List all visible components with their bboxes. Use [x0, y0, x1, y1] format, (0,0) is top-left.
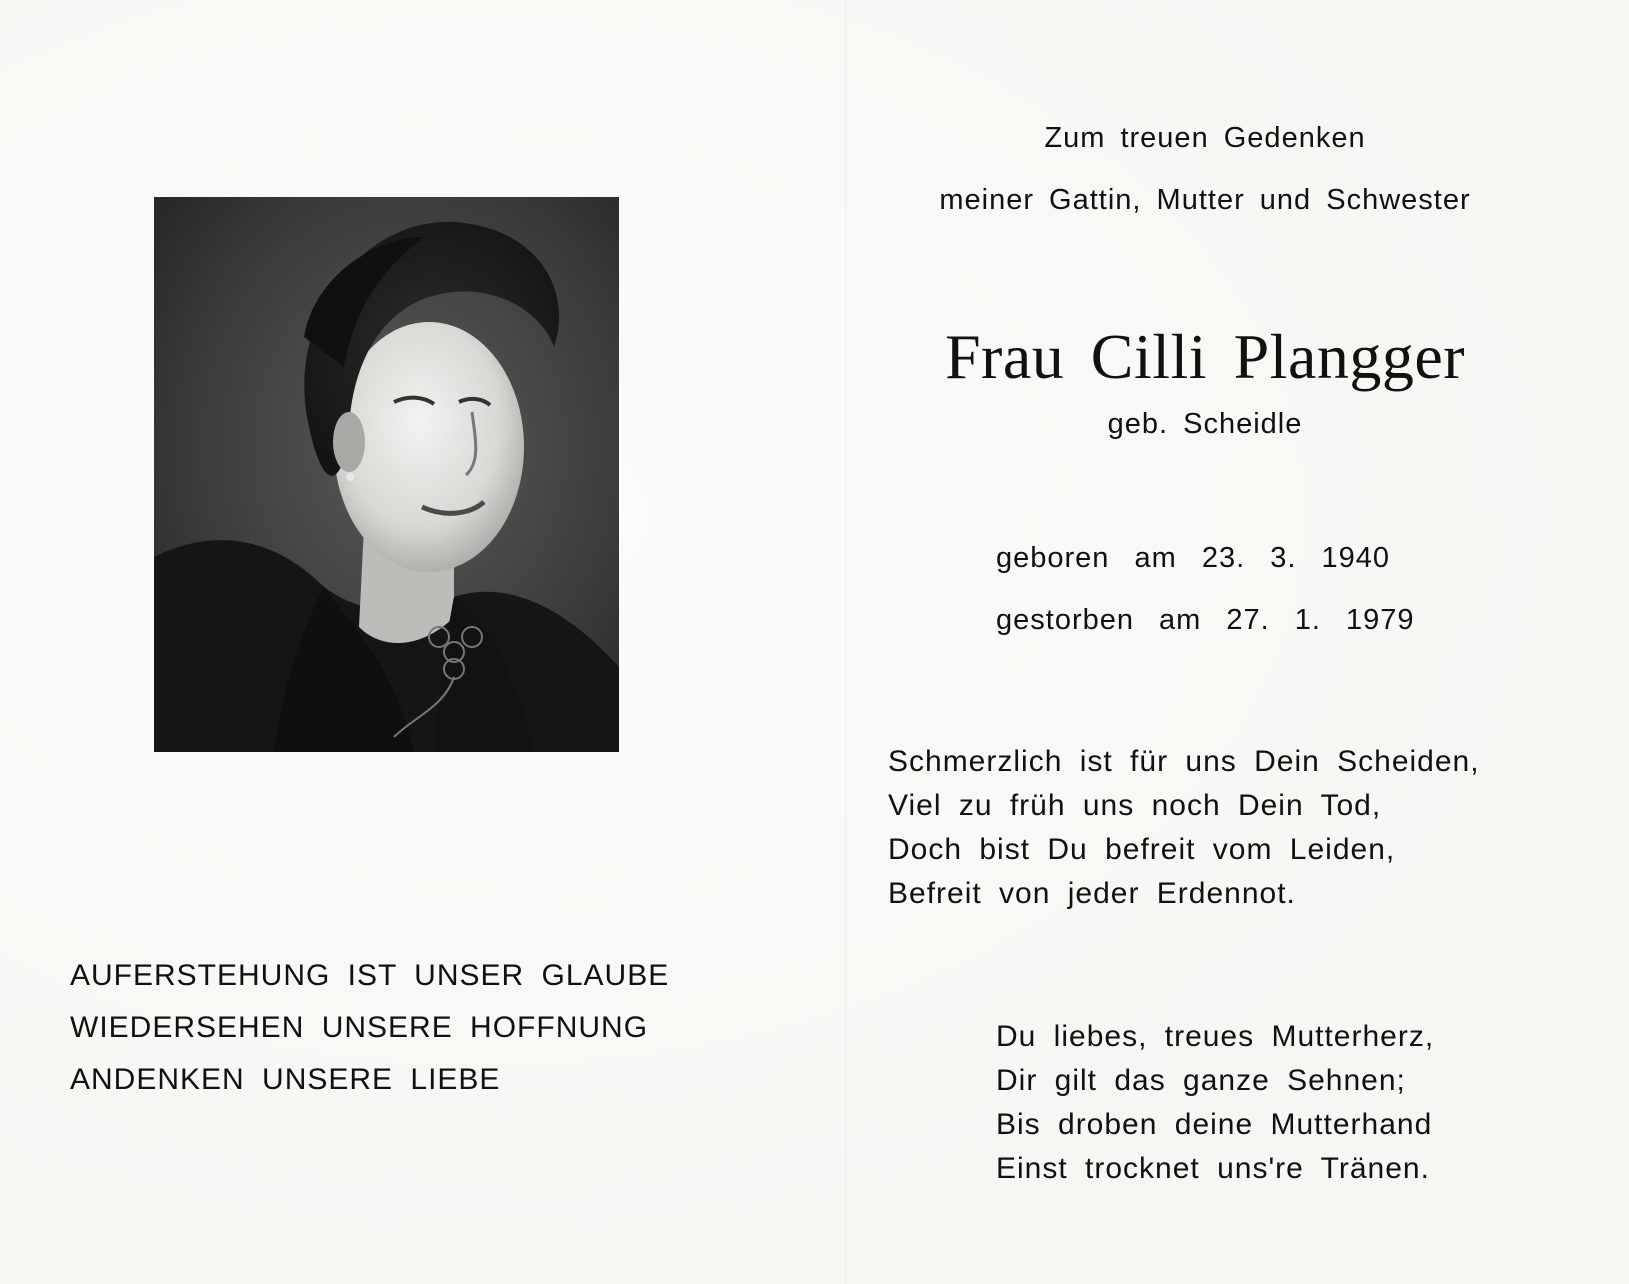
verse-1 [888, 740, 1480, 916]
dedication-line-1: Zum treuen Gedenken [1044, 122, 1366, 154]
motto [70, 950, 669, 1106]
verse-2-line: Dir gilt das ganze Sehnen; [996, 1064, 1406, 1097]
verse-1-line: Schmerzlich ist für uns Dein Scheiden, [888, 745, 1480, 778]
verse-1-line: Befreit von jeder Erdennot. [888, 877, 1296, 910]
verse-1-line: Doch bist Du befreit vom Leiden, [888, 833, 1396, 866]
motto-line: WIEDERSEHEN UNSERE HOFFNUNG [70, 1011, 649, 1044]
motto-line: AUFERSTEHUNG IST UNSER GLAUBE [70, 959, 670, 992]
verse-2-line: Bis droben deine Mutterhand [996, 1108, 1433, 1141]
motto-line: ANDENKEN UNSERE LIEBE [70, 1063, 501, 1096]
deceased-name: Frau Cilli Plangger [944, 321, 1466, 392]
verse-2-line: Einst trocknet uns're Tränen. [996, 1152, 1430, 1185]
birth-date: geboren am 23. 3. 1940 [996, 542, 1390, 574]
death-date: gestorben am 27. 1. 1979 [996, 604, 1415, 636]
verse-2 [996, 1015, 1434, 1191]
dedication-line-2: meiner Gattin, Mutter und Schwester [939, 184, 1471, 216]
maiden-name: geb. Scheidle [1107, 408, 1303, 440]
verse-2-line: Du liebes, treues Mutterherz, [996, 1020, 1435, 1053]
portrait-photo [154, 197, 619, 752]
verse-1-line: Viel zu früh uns noch Dein Tod, [888, 789, 1382, 822]
